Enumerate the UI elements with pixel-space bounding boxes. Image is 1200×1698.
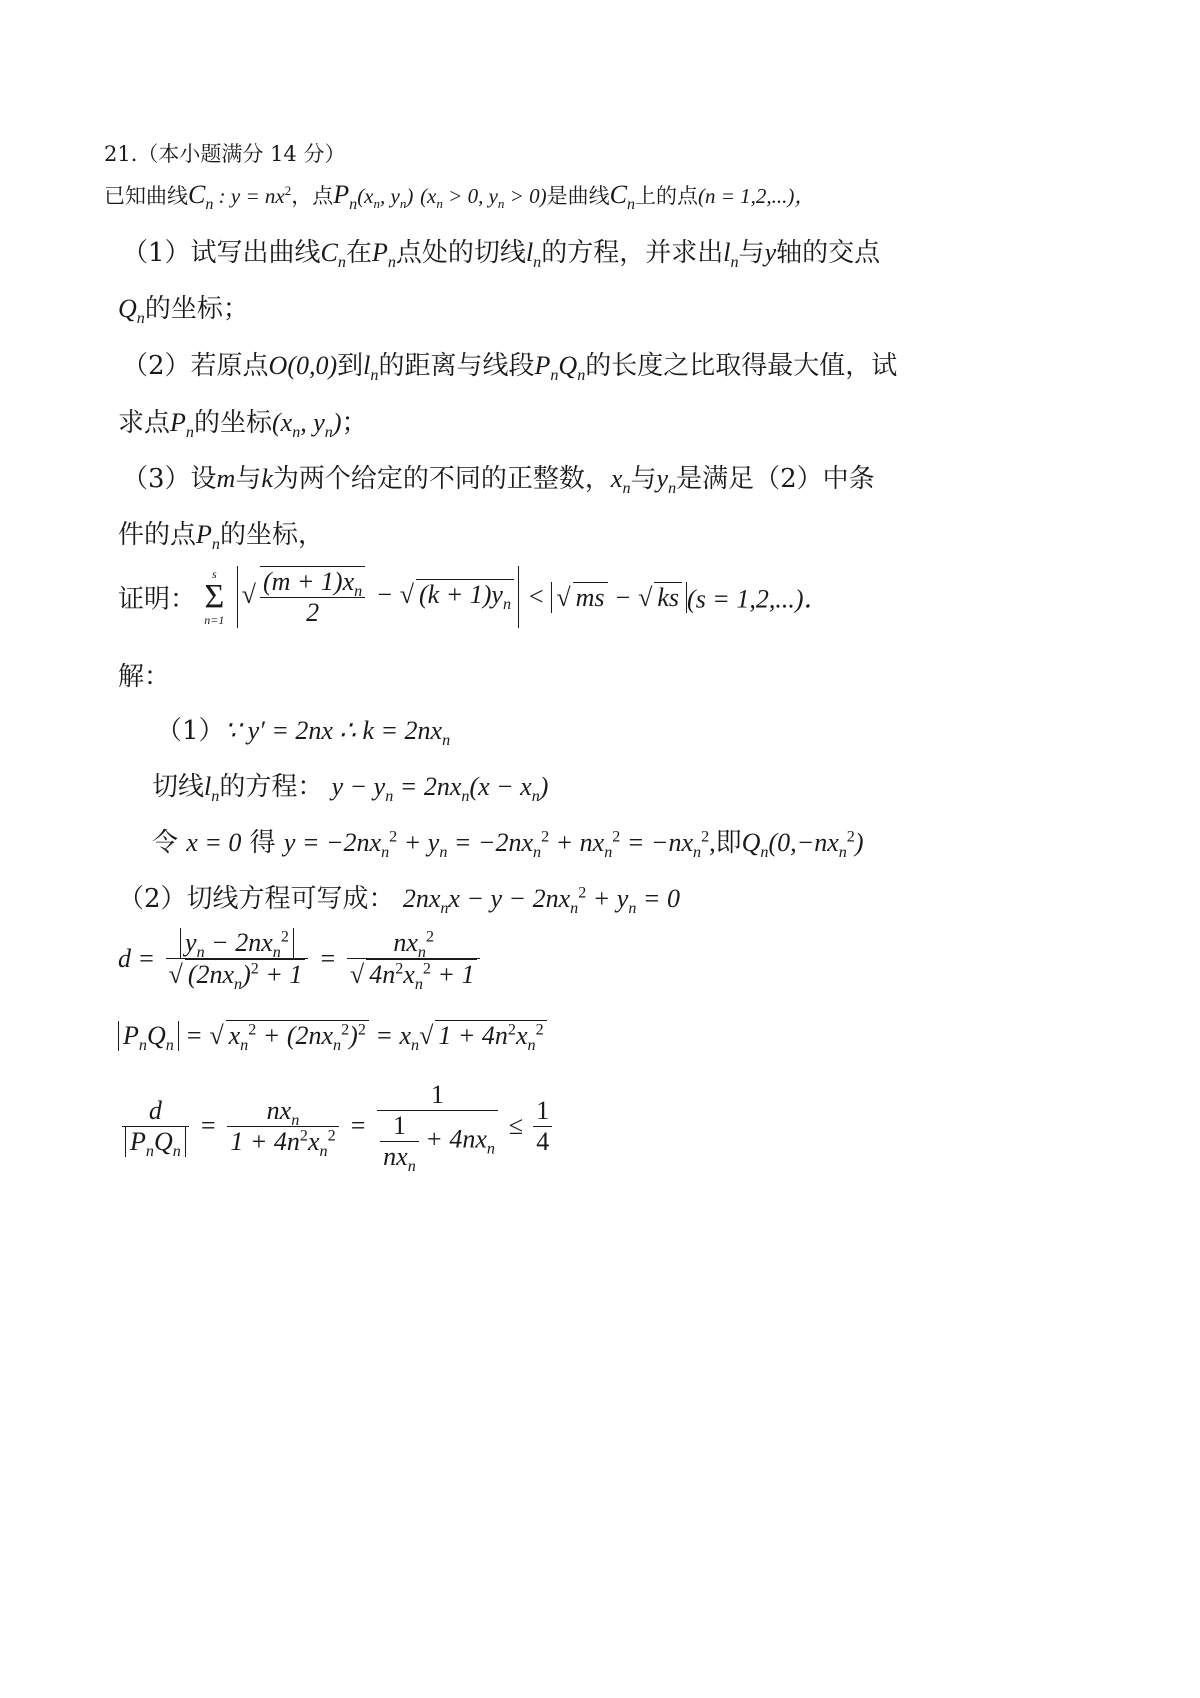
q2-coord: ($x_n$, $y_n$) (271, 408, 342, 442)
q1-y: y (764, 238, 777, 267)
solution-step1 (156, 710, 451, 750)
tangent-l: $l_n$ (204, 772, 220, 806)
let-expr: x = 0 (186, 828, 242, 857)
d-label: d = (118, 944, 156, 973)
given-conditions: ($x_n > 0$, $y_n > 0$) (420, 184, 547, 212)
q2-ratio: 的长度之比取得最大值，试 (585, 351, 898, 381)
q1-at: 在 (345, 238, 372, 268)
tangent-label: 切线 (152, 772, 205, 802)
solution-step2 (118, 878, 680, 918)
d-fraction-2: $\frac{nx_n^2}{√ 4n^2x_n^2 + 1}$ (347, 928, 481, 990)
q1-line-l2: $l_n$ (723, 238, 739, 272)
q1-line-l: $l_n$ (525, 238, 542, 272)
tangent-eq: $y - y_n = 2nx_n(x - x_n)$ (331, 772, 549, 806)
solution-tangent (152, 766, 549, 806)
q2-line2 (118, 402, 368, 442)
q2-l: $l_n$ (363, 351, 379, 385)
s2-prefix: （2）切线方程可写成： (118, 884, 395, 914)
solution-label (118, 656, 170, 693)
q3-m: m (216, 464, 236, 493)
ratio-rhs: 1 $\frac{1}{nx_n}$ + $4nx_n$ (377, 1080, 498, 1172)
summation: s Σ n=1 (204, 567, 225, 627)
q2-dist: 的距离与线段 (378, 351, 535, 381)
abs-rhs: √ ms − √ ks (551, 582, 687, 613)
q2-origin: O(0,0) (268, 351, 338, 380)
header-text: 21.（本小题满分 14 分） (104, 142, 346, 166)
given-statement (104, 180, 816, 214)
q1-line2 (118, 288, 249, 328)
q3-x: $x_n$ (610, 464, 631, 498)
get-label: 得 (249, 828, 276, 858)
q3-desc2: 是满足（2）中条 (676, 464, 875, 494)
q3-coord: 的坐标， (219, 520, 324, 550)
prove-label: 证明： (118, 584, 197, 615)
less-than: < (527, 582, 552, 611)
q1-q: $Q_n$ (118, 294, 145, 328)
q3-p: $P_n$ (196, 520, 220, 554)
solution-label-text: 解： (118, 662, 171, 692)
abs-expression: √ $\frac{(m + 1)x_n}{2}$ − √ $(k + 1)y_n$ (237, 566, 519, 628)
q3-point-word: 件的点 (118, 520, 197, 550)
tangent-eq-label: 的方程： (219, 772, 324, 802)
q3-k: k (261, 464, 273, 493)
ratio-mid: $\frac{nx_n}{1 + 4n^2x_n^2}$ (227, 1096, 338, 1157)
q2-p: $P_n$ (170, 408, 194, 442)
q1-with: 与 (738, 238, 765, 268)
q1-axis: 轴的交点 (776, 238, 881, 268)
given-curve-2: $C_n$ (609, 180, 635, 214)
given-point: $P_n$ (333, 180, 358, 214)
get-expr: $y = -2nx_n^2 + y_n = -2nx_n^2 + nx_n^2 = -nx_n^2$,即$Q_n(0,-nx_n^2)$ (283, 828, 864, 862)
s1-prefix: （1） (156, 716, 225, 746)
given-n-range: (n = 1,2,...)， (698, 184, 816, 208)
given-point-word: ，点 (291, 184, 334, 208)
q3-desc: 为两个给定的不同的正整数， (272, 464, 611, 494)
ratio-formula: $\frac{d}{P_nQ_n}$ = $\frac{nx_n}{1 + 4n^2x_n^2}$ = 1 $\frac{1}{nx_n}$ + $4nx_n$ ≤ $\frac{1}{4}$ (118, 1080, 556, 1172)
ratio-bound: $\frac{1}{4}$ (533, 1096, 552, 1157)
q2-text: （2）若原点 (122, 351, 269, 381)
q1-text: （1）试写出曲线 (122, 238, 321, 268)
q3-and2: 与 (630, 464, 657, 494)
given-prefix: 已知曲线 (104, 184, 188, 208)
ratio-lhs: $\frac{d}{P_nQ_n}$ (122, 1096, 189, 1157)
prove-tail: (s = 1,2,...)． (687, 584, 830, 614)
s1-expr: ∵ y′ = 2nx ∴ $k = 2nx_n$ (224, 716, 451, 750)
q3-line2 (118, 514, 324, 554)
q3-text: （3）设 (122, 464, 217, 494)
q2-find: 求点 (118, 408, 171, 438)
q2-semicolon: ； (341, 408, 368, 438)
given-point-coords: ($x_n$, $y_n$) (357, 184, 414, 212)
problem-header (104, 138, 345, 168)
given-on: 上的点 (635, 184, 698, 208)
q3-and: 与 (235, 464, 262, 494)
q1-eq-text: 的方程，并求出 (541, 238, 724, 268)
given-equation: : $y = nx^2$ (213, 183, 292, 208)
q3-y: $y_n$ (656, 464, 677, 498)
q1-coords: 的坐标； (144, 294, 249, 324)
solution-let (152, 822, 864, 862)
q1-point: $P_n$ (371, 238, 396, 272)
s2-eq: $2nx_nx - y - 2nx_n^2 + y_n = 0$ (402, 884, 680, 918)
q3-line1 (122, 458, 875, 498)
distance-formula: d = $\frac{y_n - 2nx_n^2}{√ (2nx_n)^2 + 1}$ = $\frac{nx_n^2}{√ 4n^2x_n^2 + 1}$ (118, 928, 484, 990)
given-curve: $C_n$ (188, 180, 214, 214)
q2-line1 (122, 345, 898, 385)
sqrt-fraction: $\frac{(m + 1)x_n}{2}$ (260, 566, 365, 628)
pq-length: $P_nQ_n$ = √ $x_n^2 + (2nx_n^2)^2 = x_n√$ $1 + 4n^2x_n^2$ (118, 1020, 547, 1051)
d-fraction-1: $\frac{y_n - 2nx_n^2}{√ (2nx_n)^2 + 1}$ (166, 928, 309, 990)
q1-line1 (122, 232, 881, 272)
prove-statement (118, 566, 830, 628)
q1-curve: $C_n$ (320, 238, 346, 272)
let-label: 令 (152, 828, 179, 858)
given-suffix: 是曲线 (546, 184, 610, 208)
q2-pq: $P_nQ_n$ (534, 351, 586, 385)
pq-abs: $P_nQ_n$ (118, 1021, 179, 1051)
q1-tangent: 点处的切线 (395, 238, 526, 268)
q2-to: 到 (337, 351, 364, 381)
q2-coord-word: 的坐标 (193, 408, 272, 438)
